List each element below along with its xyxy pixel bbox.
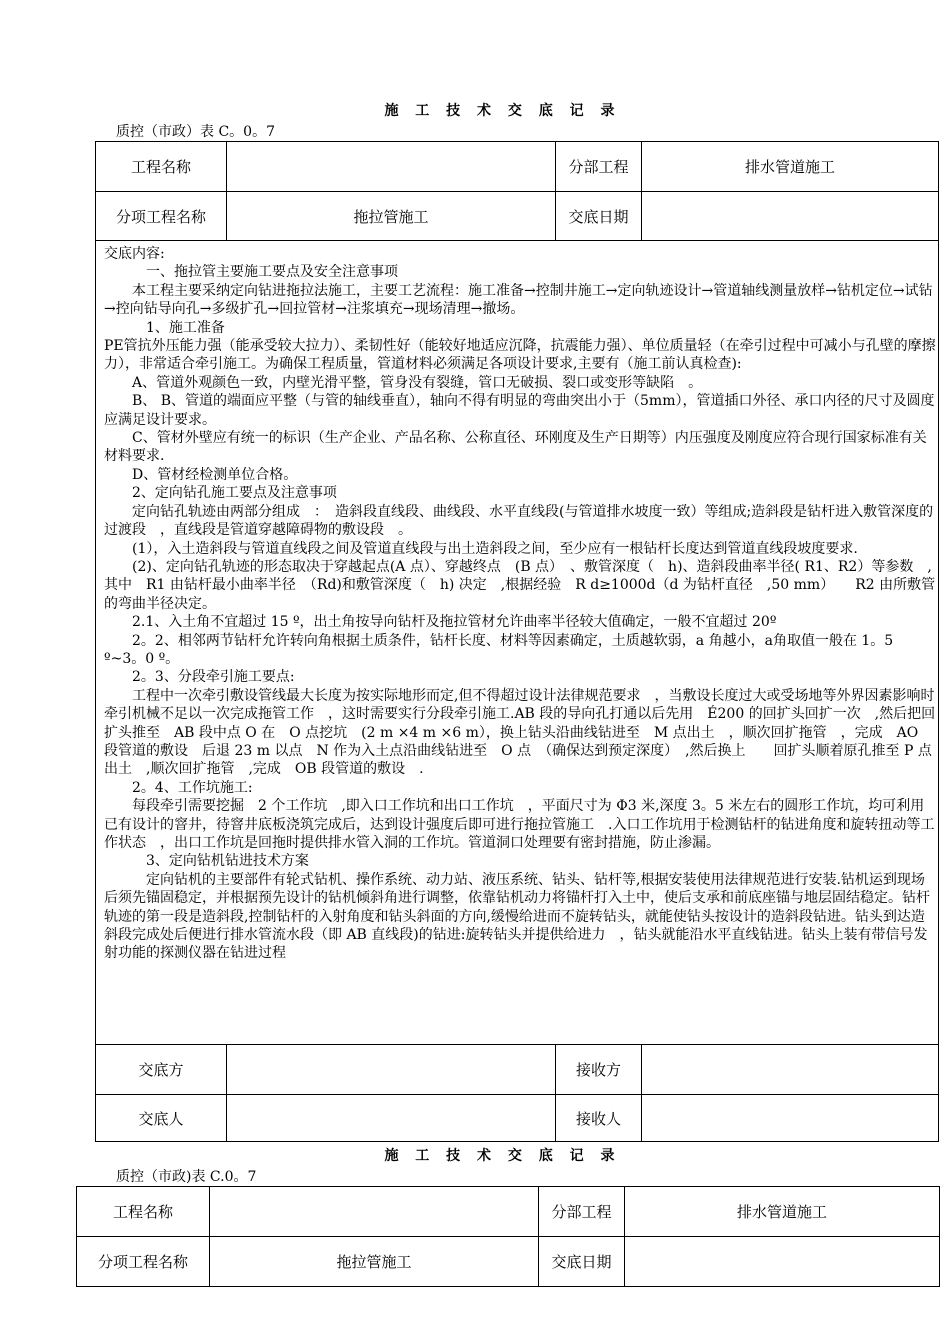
receiver-party-label: 接收方 bbox=[556, 1045, 642, 1095]
content-paragraph: D、管材经检测单位合格。 bbox=[132, 466, 298, 483]
content-paragraph: A、管道外观颜色一致，内壁光滑平整，管身没有裂缝，管口无破损、裂口或变形等缺陷 。 bbox=[132, 374, 703, 391]
section-heading: 2。4、工作坑施工: bbox=[132, 779, 253, 796]
content-paragraph: 2.1、入土角不宜超过 15 º，出土角按导向钻杆及拖拉管材允许曲率半径较大值确定，一般不宜超过 20º bbox=[132, 614, 777, 631]
content-paragraph: 定向钻孔轨迹由两部分组成 ： 造斜段直线段、曲线段、水平直线段(与管道排水坡度一致）等组成;造斜段是钻杆进入敷管深度的过渡段 ，直线段是管道穿越障碍物的敷设段 。 bbox=[104, 503, 934, 539]
handover-person-label: 交底人 bbox=[96, 1095, 227, 1142]
handover-party-label: 交底方 bbox=[96, 1045, 227, 1095]
handover-date-label: 交底日期 bbox=[539, 1237, 625, 1287]
division-value: 排水管道施工 bbox=[625, 1187, 940, 1237]
handover-date-label: 交底日期 bbox=[556, 192, 642, 241]
content-paragraph: PE管抗外压能力强（能承受较大拉力）、柔韧性好（能较好地适应沉降，抗震能力强）、单位质量轻（在牵引过程中可减小与孔壁的摩擦力），非常适合牵引施工。为确保工程质量，管道材料必须满足各项设计要求,主要有（施工前认真检查): bbox=[104, 338, 936, 373]
content-paragraph: 本工程主要采纳定向钻进拖拉法施工，主要工艺流程：施工准备→控制井施工→定向轨迹设计→管道轴线测量放样→钻机定位→试钻→控向钻导向孔→多级扩孔→回拉管材→注浆填充→现场清理→撤场。 bbox=[104, 282, 933, 318]
project-name-label: 工程名称 bbox=[77, 1187, 210, 1237]
form-number: 质控（市政)表 C.0。7 bbox=[116, 1169, 257, 1185]
content-paragraph: C、管材外壁应有统一的标识（生产企业、产品名称、公称直径、环刚度及生产日期等）内压强度及刚度应符合现行国家标准有关材料要求. bbox=[104, 430, 927, 465]
section-heading: 一、拖拉管主要施工要点及安全注意事项 bbox=[146, 264, 398, 281]
content-paragraph: B、 B、管道的端面应平整（与管的轴线垂直），轴向不得有明显的弯曲突出小于（5mm），管道插口外径、承口内径的尺寸及圆度应满足设计要求。 bbox=[104, 393, 935, 428]
section-heading: 2、定向钻孔施工要点及注意事项 bbox=[132, 485, 337, 502]
record-title: 施 工 技 术 交 底 记 录 bbox=[384, 1148, 621, 1164]
handover-date-value bbox=[642, 192, 939, 241]
division-value: 排水管道施工 bbox=[642, 142, 939, 192]
division-label: 分部工程 bbox=[539, 1187, 625, 1237]
sub-item-value: 拖拉管施工 bbox=[227, 192, 556, 241]
sub-item-label: 分项工程名称 bbox=[96, 192, 227, 241]
sub-item-value: 拖拉管施工 bbox=[210, 1237, 539, 1287]
content-paragraph: 工程中一次牵引敷设管线最大长度为按实际地形而定,但不得超过设计法律规范要求 ，当敷设长度过大或受场地等外界因素影响时牵引机械不足以一次完成拖管工作 ，这时需要实行分段牵引施工.AB 段的导向孔打通以后先用 É200 的回扩头回扩一次 ,然后把回扩头推至 AB 段中点 O 在 O 点挖坑 (2 m ×4 m ×6 m），换上钻头沿曲线钻进至 M 点出土 ，顺次回扩拖管 ，完成 AO 段管道的敷设 后退 23 m 以点 N 作为入土点沿曲线钻进至 O 点 （确保达到预定深度） ,然后换上 回扩头顺着原孔推至 P 点出土 ,顺次回扩拖管 ,完成 OB 段管道的敷设 . bbox=[104, 687, 936, 778]
content-paragraph: 每段牵引需要挖掘 2 个工作坑 ,即入口工作坑和出口工作坑 ，平面尺寸为 Φ3 米,深度 3。5 米左右的圆形工作坑，均可利用已有设计的窨井，待窨井底板浇筑完成后，达到设计强度后即可进行拖拉管施工 .入口工作坑用于检测钻杆的钻进角度和旋转扭动等工作状态 ，出口工作坑是回拖时提供排水管入洞的工作坑。管道洞口处理要有密封措施，防止渗漏。 bbox=[104, 798, 935, 851]
content-paragraph: 2。2、相邻两节钻杆允许转向角根据土质条件，钻杆长度、材料等因素确定，土质越软弱，a 角越小，a角取值一般在 1。5 º~3。0 º。 bbox=[104, 632, 894, 667]
receiver-person-value bbox=[642, 1095, 939, 1142]
content-paragraph: (1），入土造斜段与管道直线段之间及管道直线段与出土造斜段之间，至少应有一根钻杆长度达到管道直线段坡度要求. bbox=[132, 540, 858, 557]
content-paragraph: 定向钻机的主要部件有轮式钻机、操作系统、动力站、液压系统、钻头、钻杆等,根据安装使用法律规范进行安装.钻机运到现场后须先锚固稳定，并根据预先设计的钻机倾斜角进行调整，依靠钻机动力将锚杆打入土中，使后支承和前底座锚与地层固结稳定。钻杆轨迹的第一段是造斜段,控制钻杆的入射角度和钻头斜面的方向,缓慢给进而不旋转钻头，就能使钻头按设计的造斜段钻进。钻头到达造斜段完成处后便进行排水管流水段（即 AB 直线段)的钻进:旋转钻头并提供给进力 ，钻头就能沿水平直线钻进。钻头上装有带信号发射功能的探测仪器在钻进过程 bbox=[104, 871, 930, 962]
project-name-value bbox=[227, 142, 556, 192]
record-table bbox=[76, 1186, 940, 1287]
receiver-person-label: 接收人 bbox=[556, 1095, 642, 1142]
section-heading: 3、定向钻机钻进技术方案 bbox=[146, 853, 309, 870]
project-name-value bbox=[210, 1187, 539, 1237]
handover-party-value bbox=[227, 1045, 556, 1095]
record-table bbox=[95, 141, 939, 1142]
section-heading: 1、施工准备 bbox=[146, 319, 225, 336]
handover-date-value bbox=[625, 1237, 940, 1287]
content-heading: 交底内容: bbox=[104, 246, 165, 262]
division-label: 分部工程 bbox=[556, 142, 642, 192]
form-number: 质控（市政）表 C。0。7 bbox=[116, 124, 275, 140]
handover-content bbox=[96, 241, 939, 1045]
receiver-party-value bbox=[642, 1045, 939, 1095]
section-heading: 2。3、分段牵引施工要点: bbox=[132, 669, 295, 686]
record-title: 施 工 技 术 交 底 记 录 bbox=[384, 103, 621, 119]
project-name-label: 工程名称 bbox=[96, 142, 227, 192]
content-paragraph: (2)、定向钻孔轨迹的形态取决于穿越起点(A 点）、穿越终点 (B 点） 、敷管深度（ h)、造斜段曲率半径( R1、R2）等参数 ,其中 R1 由钻杆最小曲率半径 （Rd)和敷管深度（ h) 决定 ,根据经验 R d≥1000d（d 为钻杆直径 ,50 mm） R2 由所敷管的弯曲半径决定。 bbox=[104, 558, 936, 612]
sub-item-label: 分项工程名称 bbox=[77, 1237, 210, 1287]
handover-person-value bbox=[227, 1095, 556, 1142]
